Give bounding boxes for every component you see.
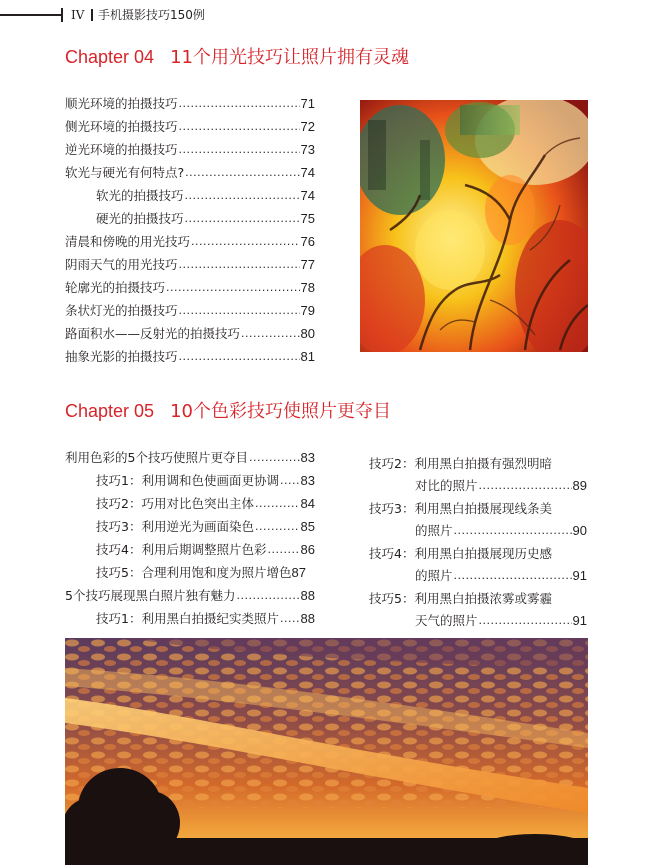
toc-entry[interactable] (65, 301, 315, 319)
toc-entry-page: 91 (572, 568, 587, 583)
toc-entry-label: 软光与硬光有何特点? (65, 165, 185, 180)
chapter-04-number: Chapter 04 (65, 47, 155, 67)
header-rule (0, 14, 62, 16)
toc-entry-page: 83 (300, 450, 315, 465)
toc-entry-label: 侧光环境的拍摄技巧 (65, 119, 178, 134)
chapter-05-toc-left (65, 448, 315, 628)
leader-dots (185, 211, 300, 227)
toc-entry-line1[interactable] (369, 454, 587, 472)
chapter-05-heading (65, 400, 391, 423)
toc-entry[interactable] (96, 471, 315, 489)
chapter-04-toc (65, 94, 315, 364)
toc-entry-page: 75 (300, 211, 315, 226)
toc-entry[interactable] (415, 476, 587, 494)
leader-dots (179, 142, 300, 158)
leader-dots (185, 188, 300, 204)
toc-entry-line1[interactable] (369, 589, 587, 607)
toc-entry-page: 76 (300, 234, 315, 249)
toc-entry-page: 88 (300, 611, 315, 626)
toc-entry[interactable] (96, 563, 315, 581)
toc-entry-page: 81 (300, 349, 315, 364)
toc-entry-label: 技巧3：利用逆光为画面染色 (96, 519, 254, 534)
toc-entry-label: 软光的拍摄技巧 (96, 188, 184, 203)
toc-entry[interactable] (65, 163, 315, 181)
toc-entry-page: 86 (300, 542, 315, 557)
header-tick (61, 8, 63, 22)
toc-entry-label: 顺光环境的拍摄技巧 (65, 96, 178, 111)
toc-entry-label: 的照片 (415, 568, 453, 583)
leader-dots (179, 119, 300, 135)
toc-entry-label: 5个技巧展现黑白照片独有魅力 (65, 588, 236, 603)
toc-entry[interactable] (96, 494, 315, 512)
toc-entry[interactable] (65, 448, 315, 466)
chapter-04-heading (65, 46, 409, 69)
leader-dots (179, 96, 300, 112)
toc-entry-page: 71 (300, 96, 315, 111)
toc-entry-page: 90 (572, 523, 587, 538)
leader-dots (166, 280, 300, 296)
toc-entry-label: 技巧1：利用调和色使画面更协调 (96, 473, 279, 488)
toc-entry-label: 抽象光影的拍摄技巧 (65, 349, 178, 364)
toc-entry-page: 79 (300, 303, 315, 318)
leader-dots (179, 303, 300, 319)
chapter-05-title: 10个色彩技巧使照片更夺目 (170, 401, 391, 422)
leader-dots (236, 588, 299, 604)
toc-entry[interactable] (415, 611, 587, 629)
leader-dots (249, 450, 300, 466)
toc-entry-label: 技巧3：利用黑白拍摄展现线条美 (369, 501, 552, 516)
toc-entry[interactable] (65, 140, 315, 158)
toc-entry-page: 74 (300, 188, 315, 203)
leader-dots (454, 523, 572, 539)
abstract-light-photo (360, 100, 588, 352)
toc-entry-label: 技巧2：巧用对比色突出主体 (96, 496, 254, 511)
toc-entry-page: 74 (300, 165, 315, 180)
chapter-04-title: 11个用光技巧让照片拥有灵魂 (170, 47, 409, 68)
leader-dots (179, 349, 300, 365)
toc-entry-page: 91 (572, 613, 587, 628)
leader-dots (185, 165, 299, 181)
page-number: IV (71, 8, 85, 22)
chapter-05-toc-right (369, 454, 587, 634)
toc-entry[interactable] (65, 94, 315, 112)
toc-entry-page: 77 (300, 257, 315, 272)
toc-entry-page: 88 (300, 588, 315, 603)
toc-entry-label: 技巧1：利用黑白拍摄纪实类照片 (96, 611, 279, 626)
chapter-05-number: Chapter 05 (65, 401, 155, 421)
toc-entry[interactable] (96, 517, 315, 535)
header-separator (91, 9, 93, 21)
toc-entry-page: 78 (300, 280, 315, 295)
leader-dots (454, 568, 572, 584)
sunset-clouds-photo (65, 638, 588, 865)
toc-entry[interactable] (65, 324, 315, 342)
toc-entry-label: 技巧2：利用黑白拍摄有强烈明暗 (369, 456, 552, 471)
toc-entry-page: 73 (300, 142, 315, 157)
toc-entry-label: 阴雨天气的用光技巧 (65, 257, 178, 272)
toc-entry[interactable] (65, 586, 315, 604)
leader-dots (255, 496, 300, 512)
toc-entry-label: 的照片 (415, 523, 453, 538)
toc-entry[interactable] (415, 566, 587, 584)
toc-entry[interactable] (65, 255, 315, 273)
leader-dots (241, 326, 300, 342)
toc-entry[interactable] (65, 232, 315, 250)
toc-entry-label: 条状灯光的拍摄技巧 (65, 303, 178, 318)
toc-entry-page: 87 (291, 565, 306, 580)
toc-entry-page: 84 (300, 496, 315, 511)
book-title: 手机摄影技巧150例 (98, 8, 205, 22)
leader-dots (191, 234, 300, 250)
toc-entry-page: 83 (300, 473, 315, 488)
toc-entry-label: 天气的照片 (415, 613, 478, 628)
toc-entry-label: 技巧5：利用黑白拍摄浓雾或雾霾 (369, 591, 552, 606)
leader-dots (479, 613, 572, 629)
toc-entry-label: 技巧4：利用后期调整照片色彩 (96, 542, 267, 557)
toc-entry-line1[interactable] (369, 499, 587, 517)
leader-dots (255, 519, 300, 535)
toc-entry-label: 路面积水——反射光的拍摄技巧 (65, 326, 241, 341)
leader-dots (280, 611, 300, 627)
toc-entry[interactable] (96, 609, 315, 627)
toc-entry-label: 清晨和傍晚的用光技巧 (65, 234, 191, 249)
leader-dots (179, 257, 300, 273)
toc-entry[interactable] (96, 209, 315, 227)
toc-entry-label: 利用色彩的5个技巧使照片更夺目 (65, 450, 248, 465)
toc-entry-page: 85 (300, 519, 315, 534)
toc-entry-page: 72 (300, 119, 315, 134)
leader-dots (479, 478, 572, 494)
toc-entry-line1[interactable] (369, 544, 587, 562)
toc-entry-label: 硬光的拍摄技巧 (96, 211, 184, 226)
toc-entry-page: 80 (300, 326, 315, 341)
toc-entry[interactable] (65, 117, 315, 135)
toc-entry[interactable] (96, 186, 315, 204)
toc-entry[interactable] (96, 540, 315, 558)
toc-entry[interactable] (65, 278, 315, 296)
toc-entry[interactable] (415, 521, 587, 539)
toc-entry-page: 89 (572, 478, 587, 493)
leader-dots (267, 542, 299, 558)
toc-entry-label: 对比的照片 (415, 478, 478, 493)
toc-entry[interactable] (65, 347, 315, 365)
toc-entry-label: 逆光环境的拍摄技巧 (65, 142, 178, 157)
toc-entry-label: 轮廓光的拍摄技巧 (65, 280, 166, 295)
toc-entry-label: 技巧5：合理利用饱和度为照片增色 (96, 565, 292, 580)
toc-entry-label: 技巧4：利用黑白拍摄展现历史感 (369, 546, 552, 561)
leader-dots (280, 473, 300, 489)
